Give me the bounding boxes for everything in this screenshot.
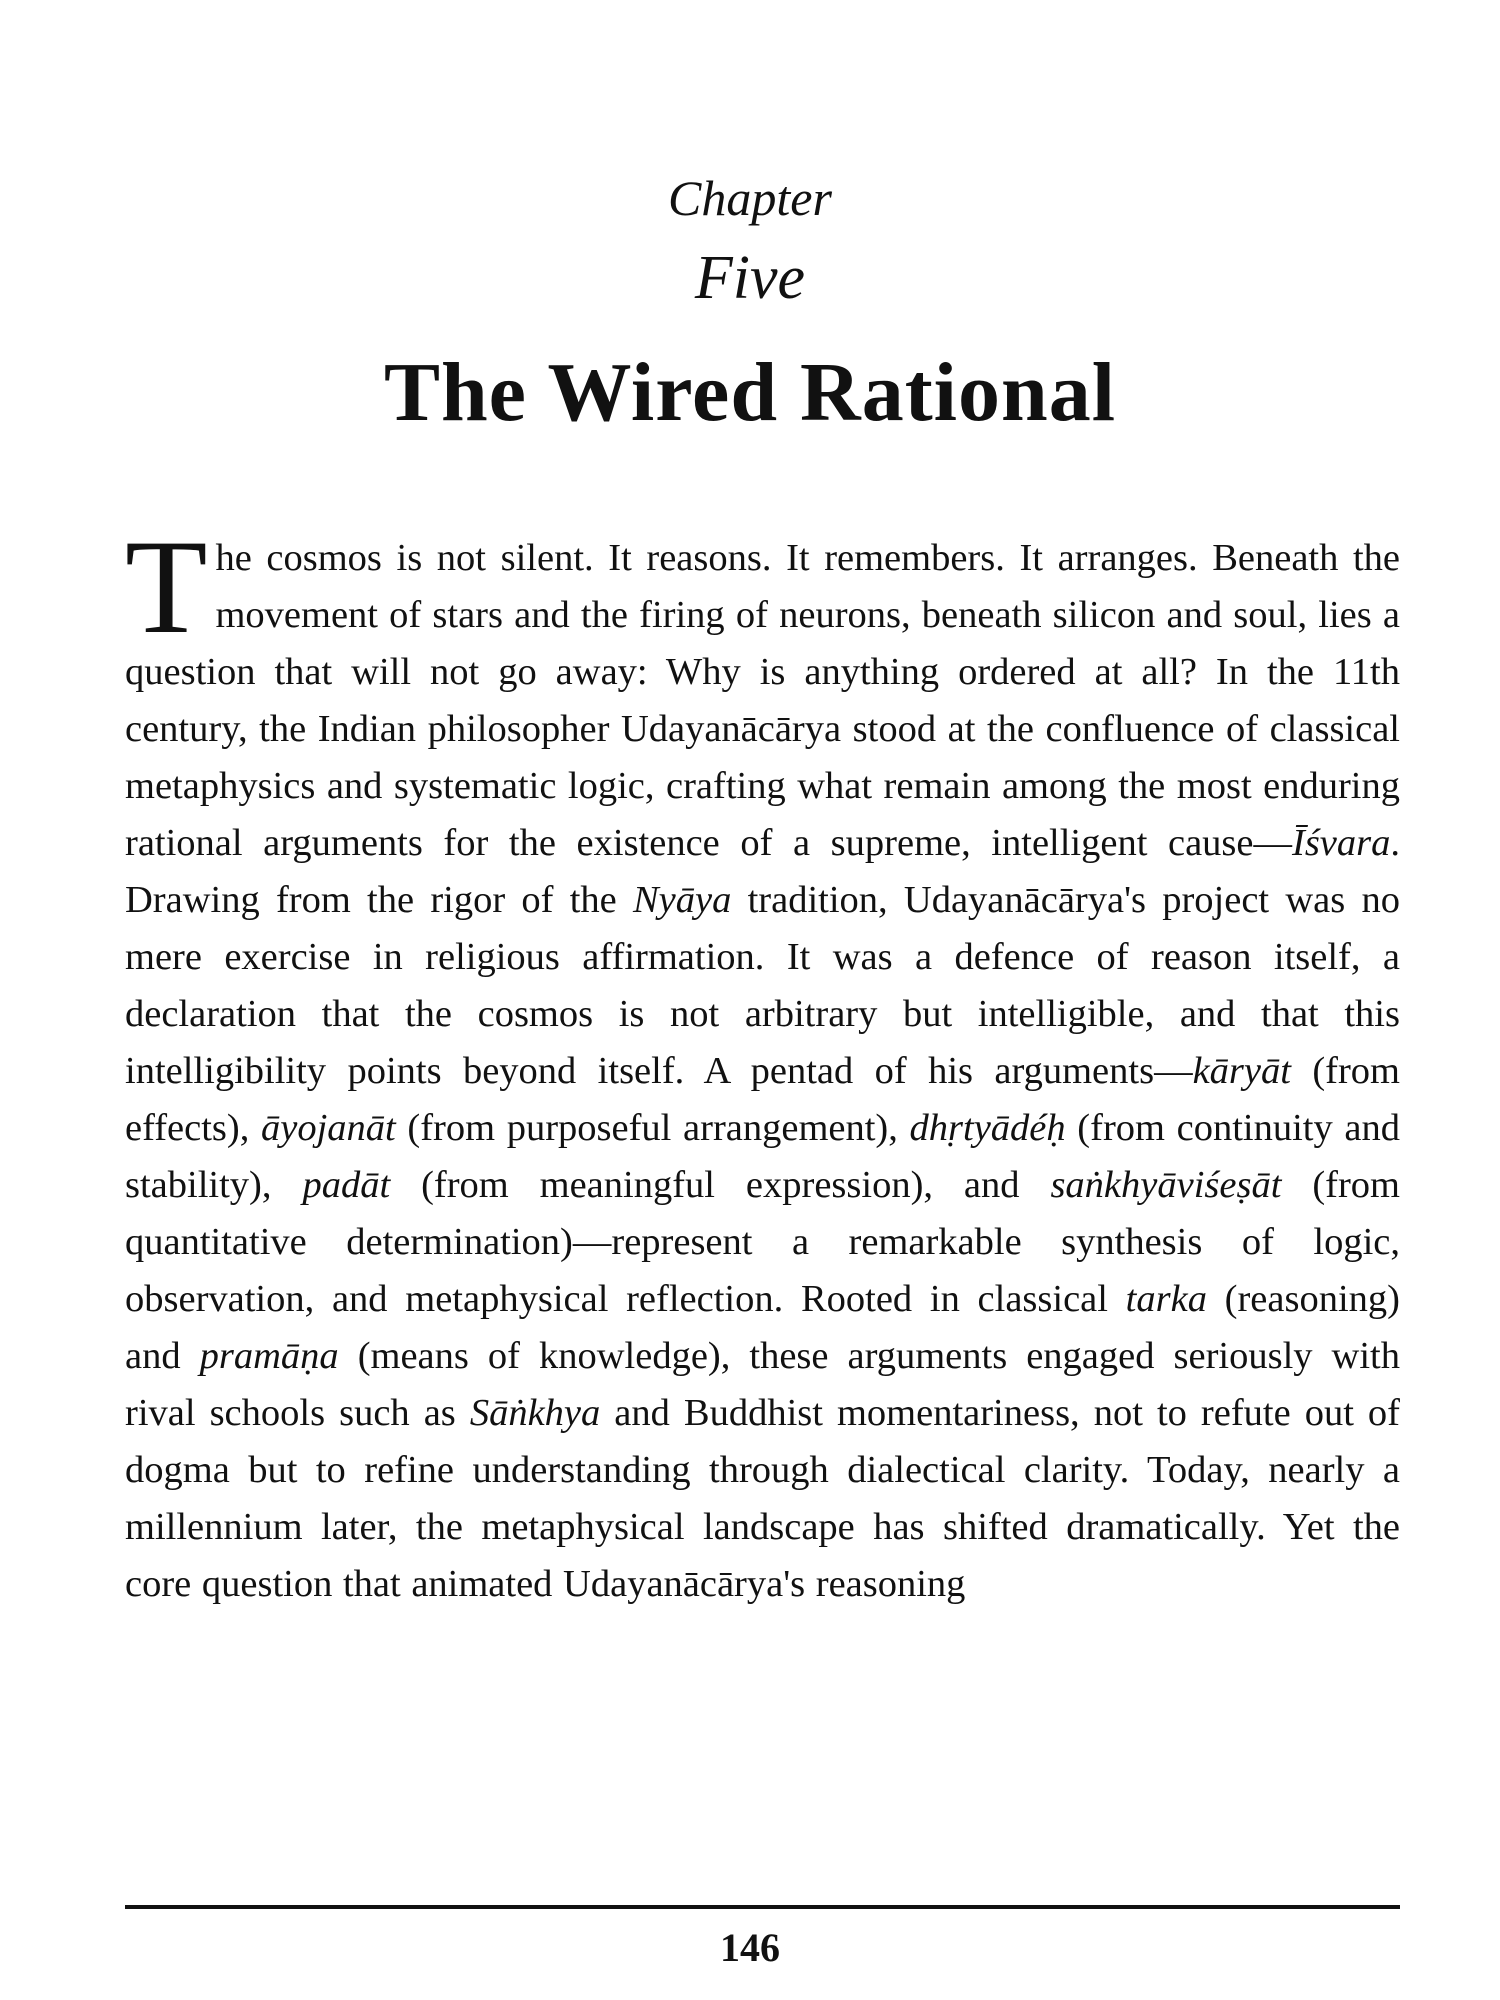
- term-tarka: tarka: [1125, 1278, 1207, 1320]
- term-sankhyavisesat: saṅkhyāviśeṣāt: [1050, 1164, 1282, 1206]
- text-segment: he cosmos is not silent. It reasons. It remembers. It arranges. Beneath the movement of stars and the firing of neurons, beneath silicon and soul, lies a question that will not go away: Why is anything ordered at all? In the 11th century, the Indian philosopher Udayanācārya stood at the confluence of classical metaphysics and systematic logic, crafting what remain among the most enduring rational arguments for the existence of a supreme, intelligent cause—: [125, 537, 1400, 864]
- text-segment: (from purposeful arrangement),: [395, 1107, 910, 1149]
- chapter-number: Five: [694, 244, 806, 312]
- text-segment: and Buddhist momentariness, not to refute out of dogma but to refine understanding through dialectical clarity. Today, nearly a millennium later, the metaphysical landscape has shifted dramatically. Yet the core question that animated Udayanācārya's reasoning: [125, 1392, 1400, 1605]
- term-karyat: kāryāt: [1192, 1050, 1291, 1092]
- text-segment: (from meaningful expression), and: [390, 1164, 1051, 1206]
- page-number: 146: [720, 1925, 780, 1970]
- term-ayojanat: āyojanāt: [261, 1107, 396, 1149]
- term-pramana: pramāṇa: [199, 1335, 339, 1377]
- term-padat: padāt: [302, 1164, 391, 1206]
- text-segment: tradition, Udayanācārya's project was no mere exercise in religious affirmation. It was a defence of reason itself, a declaration that the cosmos is not arbitrary but intelligible, and that this intelligibility points beyond itself. A pentad of his arguments—: [125, 879, 1400, 1092]
- term-nyaya: Nyāya: [633, 879, 732, 921]
- text-segment: (from continuity and stability),: [125, 1107, 1400, 1206]
- term-sankhya: Sāṅkhya: [469, 1392, 601, 1434]
- chapter-label: Chapter: [668, 170, 832, 226]
- text-segment: . Drawing from the rigor of the: [125, 822, 1400, 921]
- drop-cap: T: [125, 513, 208, 662]
- text-segment: (means of knowledge), these arguments engaged seriously with rival schools such as: [125, 1335, 1400, 1434]
- chapter-title: The Wired Rational: [383, 346, 1117, 439]
- text-segment: (from effects),: [125, 1050, 1400, 1149]
- text-segment: (from quantitative determination)—represent a remarkable synthesis of logic, observation, and metaphysical reflection. Rooted in classical: [125, 1164, 1400, 1320]
- body-paragraph: [125, 513, 1400, 1613]
- footer-rule: [125, 1905, 1400, 1909]
- term-isvara: Īśvara: [1292, 822, 1391, 864]
- text-segment: (reasoning) and: [125, 1278, 1400, 1377]
- term-dhrtyadeh: dhṛtyādéḥ: [909, 1107, 1066, 1149]
